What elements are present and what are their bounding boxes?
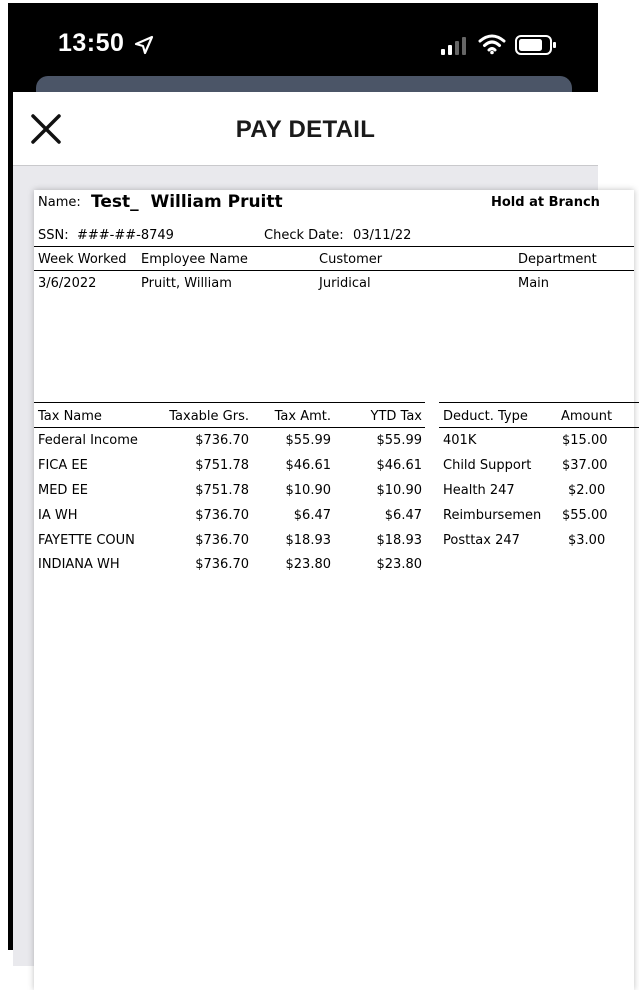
deduct-row-type: Child Support — [443, 458, 532, 473]
tax-header-amount: Tax Amt. — [274, 409, 331, 424]
work-header-department: Department — [518, 252, 597, 267]
work-header-employee: Employee Name — [141, 252, 248, 267]
tax-row-taxable: $736.70 — [195, 508, 249, 523]
location-arrow-icon — [134, 35, 154, 55]
deduct-row-type: Reimbursemen — [443, 508, 542, 523]
check-date-value: 03/11/22 — [353, 228, 412, 243]
pay-detail-sheet — [13, 92, 613, 962]
tax-row-amount: $6.47 — [293, 508, 331, 523]
deduct-row-amount: $37.00 — [562, 458, 608, 473]
tax-row-ytd: $6.47 — [384, 508, 422, 523]
tax-row-taxable: $751.78 — [195, 483, 249, 498]
divider — [34, 270, 634, 271]
ssn-value: ###-##-8749 — [77, 228, 174, 243]
tax-row-taxable: $736.70 — [195, 557, 249, 572]
deduct-row-type: Health 247 — [443, 483, 515, 498]
tax-row-ytd: $10.90 — [376, 483, 422, 498]
deduct-row-amount: $55.00 — [562, 508, 608, 523]
deduct-row-amount: $3.00 — [568, 533, 606, 548]
work-row-customer: Juridical — [319, 276, 371, 291]
tax-row-name: IA WH — [38, 508, 78, 523]
tax-row-taxable: $736.70 — [195, 433, 249, 448]
tax-row-taxable: $736.70 — [195, 533, 249, 548]
divider — [34, 402, 425, 403]
hold-at-branch: Hold at Branch — [491, 195, 600, 210]
status-time: 13:50 — [58, 29, 125, 57]
screen — [8, 3, 613, 950]
deduct-row-type: 401K — [443, 433, 477, 448]
divider — [439, 427, 639, 428]
tax-row-amount: $55.99 — [285, 433, 331, 448]
tax-header-ytd: YTD Tax — [370, 409, 422, 424]
tax-row-taxable: $751.78 — [195, 458, 249, 473]
tax-row-ytd: $46.61 — [376, 458, 422, 473]
tax-row-amount: $10.90 — [285, 483, 331, 498]
tax-row-name: MED EE — [38, 483, 89, 498]
deduct-row-type: Posttax 247 — [443, 533, 520, 548]
battery-icon — [515, 34, 557, 56]
document-viewer[interactable] — [13, 166, 613, 966]
check-date-label: Check Date: — [264, 228, 344, 243]
divider — [34, 427, 425, 428]
tax-row-name: INDIANA WH — [38, 557, 120, 572]
tax-row-name: FICA EE — [38, 458, 88, 473]
work-row-employee: Pruitt, William — [141, 276, 232, 291]
tax-row-ytd: $18.93 — [376, 533, 422, 548]
work-header-customer: Customer — [319, 252, 383, 267]
work-header-week: Week Worked — [38, 252, 127, 267]
tax-header-name: Tax Name — [38, 409, 102, 424]
tax-header-taxable: Taxable Grs. — [169, 409, 249, 424]
status-bar — [8, 3, 598, 83]
tax-row-amount: $23.80 — [285, 557, 331, 572]
deduct-row-amount: $2.00 — [568, 483, 606, 498]
employee-name: Test_ William Pruitt — [91, 192, 283, 212]
page-title: PAY DETAIL — [235, 116, 376, 143]
ssn-label: SSN: — [38, 228, 69, 243]
work-row-week: 3/6/2022 — [38, 276, 97, 291]
wifi-icon — [478, 33, 506, 55]
tax-row-name: Federal Income — [38, 433, 138, 448]
deduct-row-amount: $15.00 — [562, 433, 608, 448]
deduct-header-type: Deduct. Type — [443, 409, 528, 424]
deduct-header-amount: Amount — [561, 409, 613, 424]
work-row-department: Main — [518, 276, 550, 291]
tax-row-name: FAYETTE COUN — [38, 533, 135, 548]
cellular-signal-icon — [440, 36, 468, 56]
tax-row-ytd: $23.80 — [376, 557, 422, 572]
divider — [34, 246, 634, 247]
tax-row-amount: $18.93 — [285, 533, 331, 548]
pay-stub-page — [34, 190, 634, 990]
name-label: Name: — [38, 195, 81, 210]
tax-row-ytd: $55.99 — [376, 433, 422, 448]
sheet-header — [13, 92, 598, 166]
tax-row-amount: $46.61 — [285, 458, 331, 473]
divider — [439, 402, 639, 403]
